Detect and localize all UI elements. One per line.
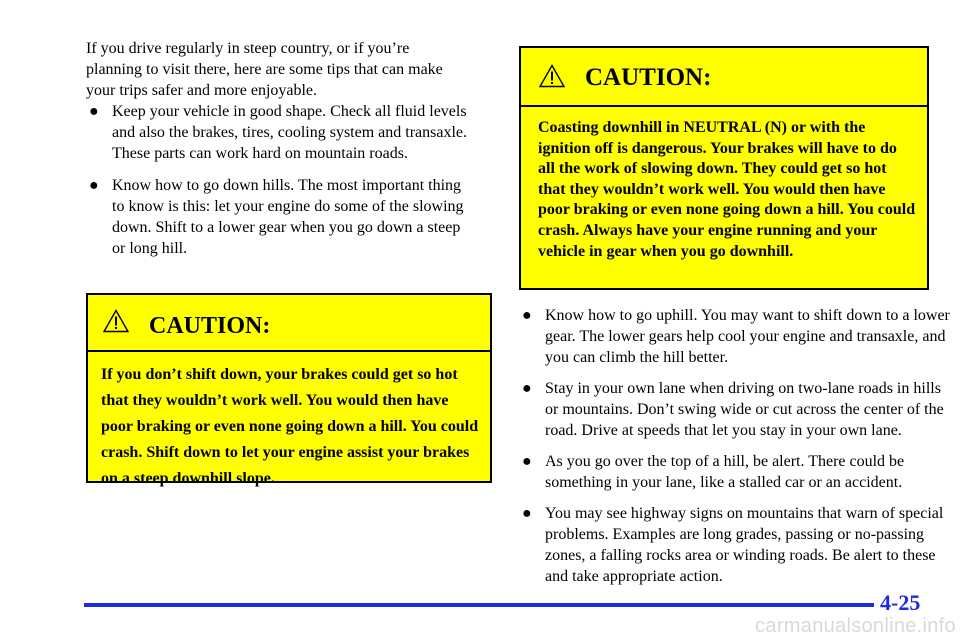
bullet-icon: ● bbox=[522, 380, 532, 397]
bullet-icon: ● bbox=[89, 177, 99, 194]
caution-box-coasting bbox=[519, 46, 929, 290]
caution-title: CAUTION: bbox=[149, 313, 271, 339]
caution-box-downshift bbox=[86, 293, 492, 487]
list-item-text: Know how to go uphill. You may want to shift down to a lower gear. The lower gears help cool your engine and transaxle, and you can climb the hill better. bbox=[545, 307, 950, 366]
list-item-text: As you go over the top of a hill, be alert. There could be something in your lane, like a stalled car or an accident. bbox=[545, 453, 905, 491]
list-item bbox=[519, 451, 950, 493]
list-item-text: Stay in your own lane when driving on two-lane roads in hills or mountains. Don’t swing wide or cut across the center of the road. Drive at speeds that let you stay in your own lane. bbox=[545, 380, 944, 439]
list-item-text: You may see highway signs on mountains that warn of special problems. Examples are long grades, passing or no-passing zones, a falling rocks area or winding roads. Be alert to these and take appropriate action. bbox=[545, 505, 944, 585]
caution-text: If you don’t shift down, your brakes could get so hot that they wouldn’t work well. You would then have poor braking or even none going down a hill. You could crash. Shift down to let your engine assist your brakes on a steep downhill slope. bbox=[101, 366, 479, 487]
right-bullet-list bbox=[519, 305, 950, 587]
left-column bbox=[86, 38, 496, 270]
right-column bbox=[519, 305, 950, 597]
left-bullet-list bbox=[86, 101, 496, 259]
caution-header bbox=[521, 48, 927, 107]
bullet-icon: ● bbox=[89, 103, 99, 120]
list-item bbox=[519, 503, 950, 587]
list-item bbox=[86, 175, 467, 259]
list-item bbox=[86, 101, 467, 164]
bullet-icon: ● bbox=[522, 505, 532, 522]
caution-text: Coasting downhill in NEUTRAL (N) or with the ignition off is dangerous. Your brakes will have to do all the work of slowing down. They could get so hot that they wouldn’t work well. You would then have poor braking or even none going down a hill. You could crash. Always have your engine running and your vehicle in gear when you go downhill. bbox=[538, 119, 916, 260]
page-number: 4-25 bbox=[880, 590, 921, 615]
caution-title: CAUTION: bbox=[585, 64, 712, 91]
intro-paragraph: If you drive regularly in steep country, or if you’re planning to visit there, here are some tips that can make your trips safer and more enjoyable. bbox=[86, 40, 443, 99]
bullet-icon: ● bbox=[522, 453, 532, 470]
list-item bbox=[519, 305, 950, 368]
footer-rule bbox=[84, 603, 874, 607]
list-item-text: Keep your vehicle in good shape. Check all fluid levels and also the brakes, tires, cooling system and transaxle. These parts can work hard on mountain roads. bbox=[112, 103, 468, 162]
bullet-icon: ● bbox=[522, 307, 532, 324]
warning-triangle-icon bbox=[539, 64, 565, 88]
caution-header bbox=[88, 295, 490, 352]
warning-triangle-icon bbox=[103, 309, 129, 333]
watermark: carmanualsonline.info bbox=[755, 615, 956, 637]
list-item bbox=[519, 378, 950, 441]
list-item-text: Know how to go down hills. The most important thing to know is this: let your engine do some of the slowing down. Shift to a lower gear when you go down a steep or long hill. bbox=[112, 177, 464, 257]
